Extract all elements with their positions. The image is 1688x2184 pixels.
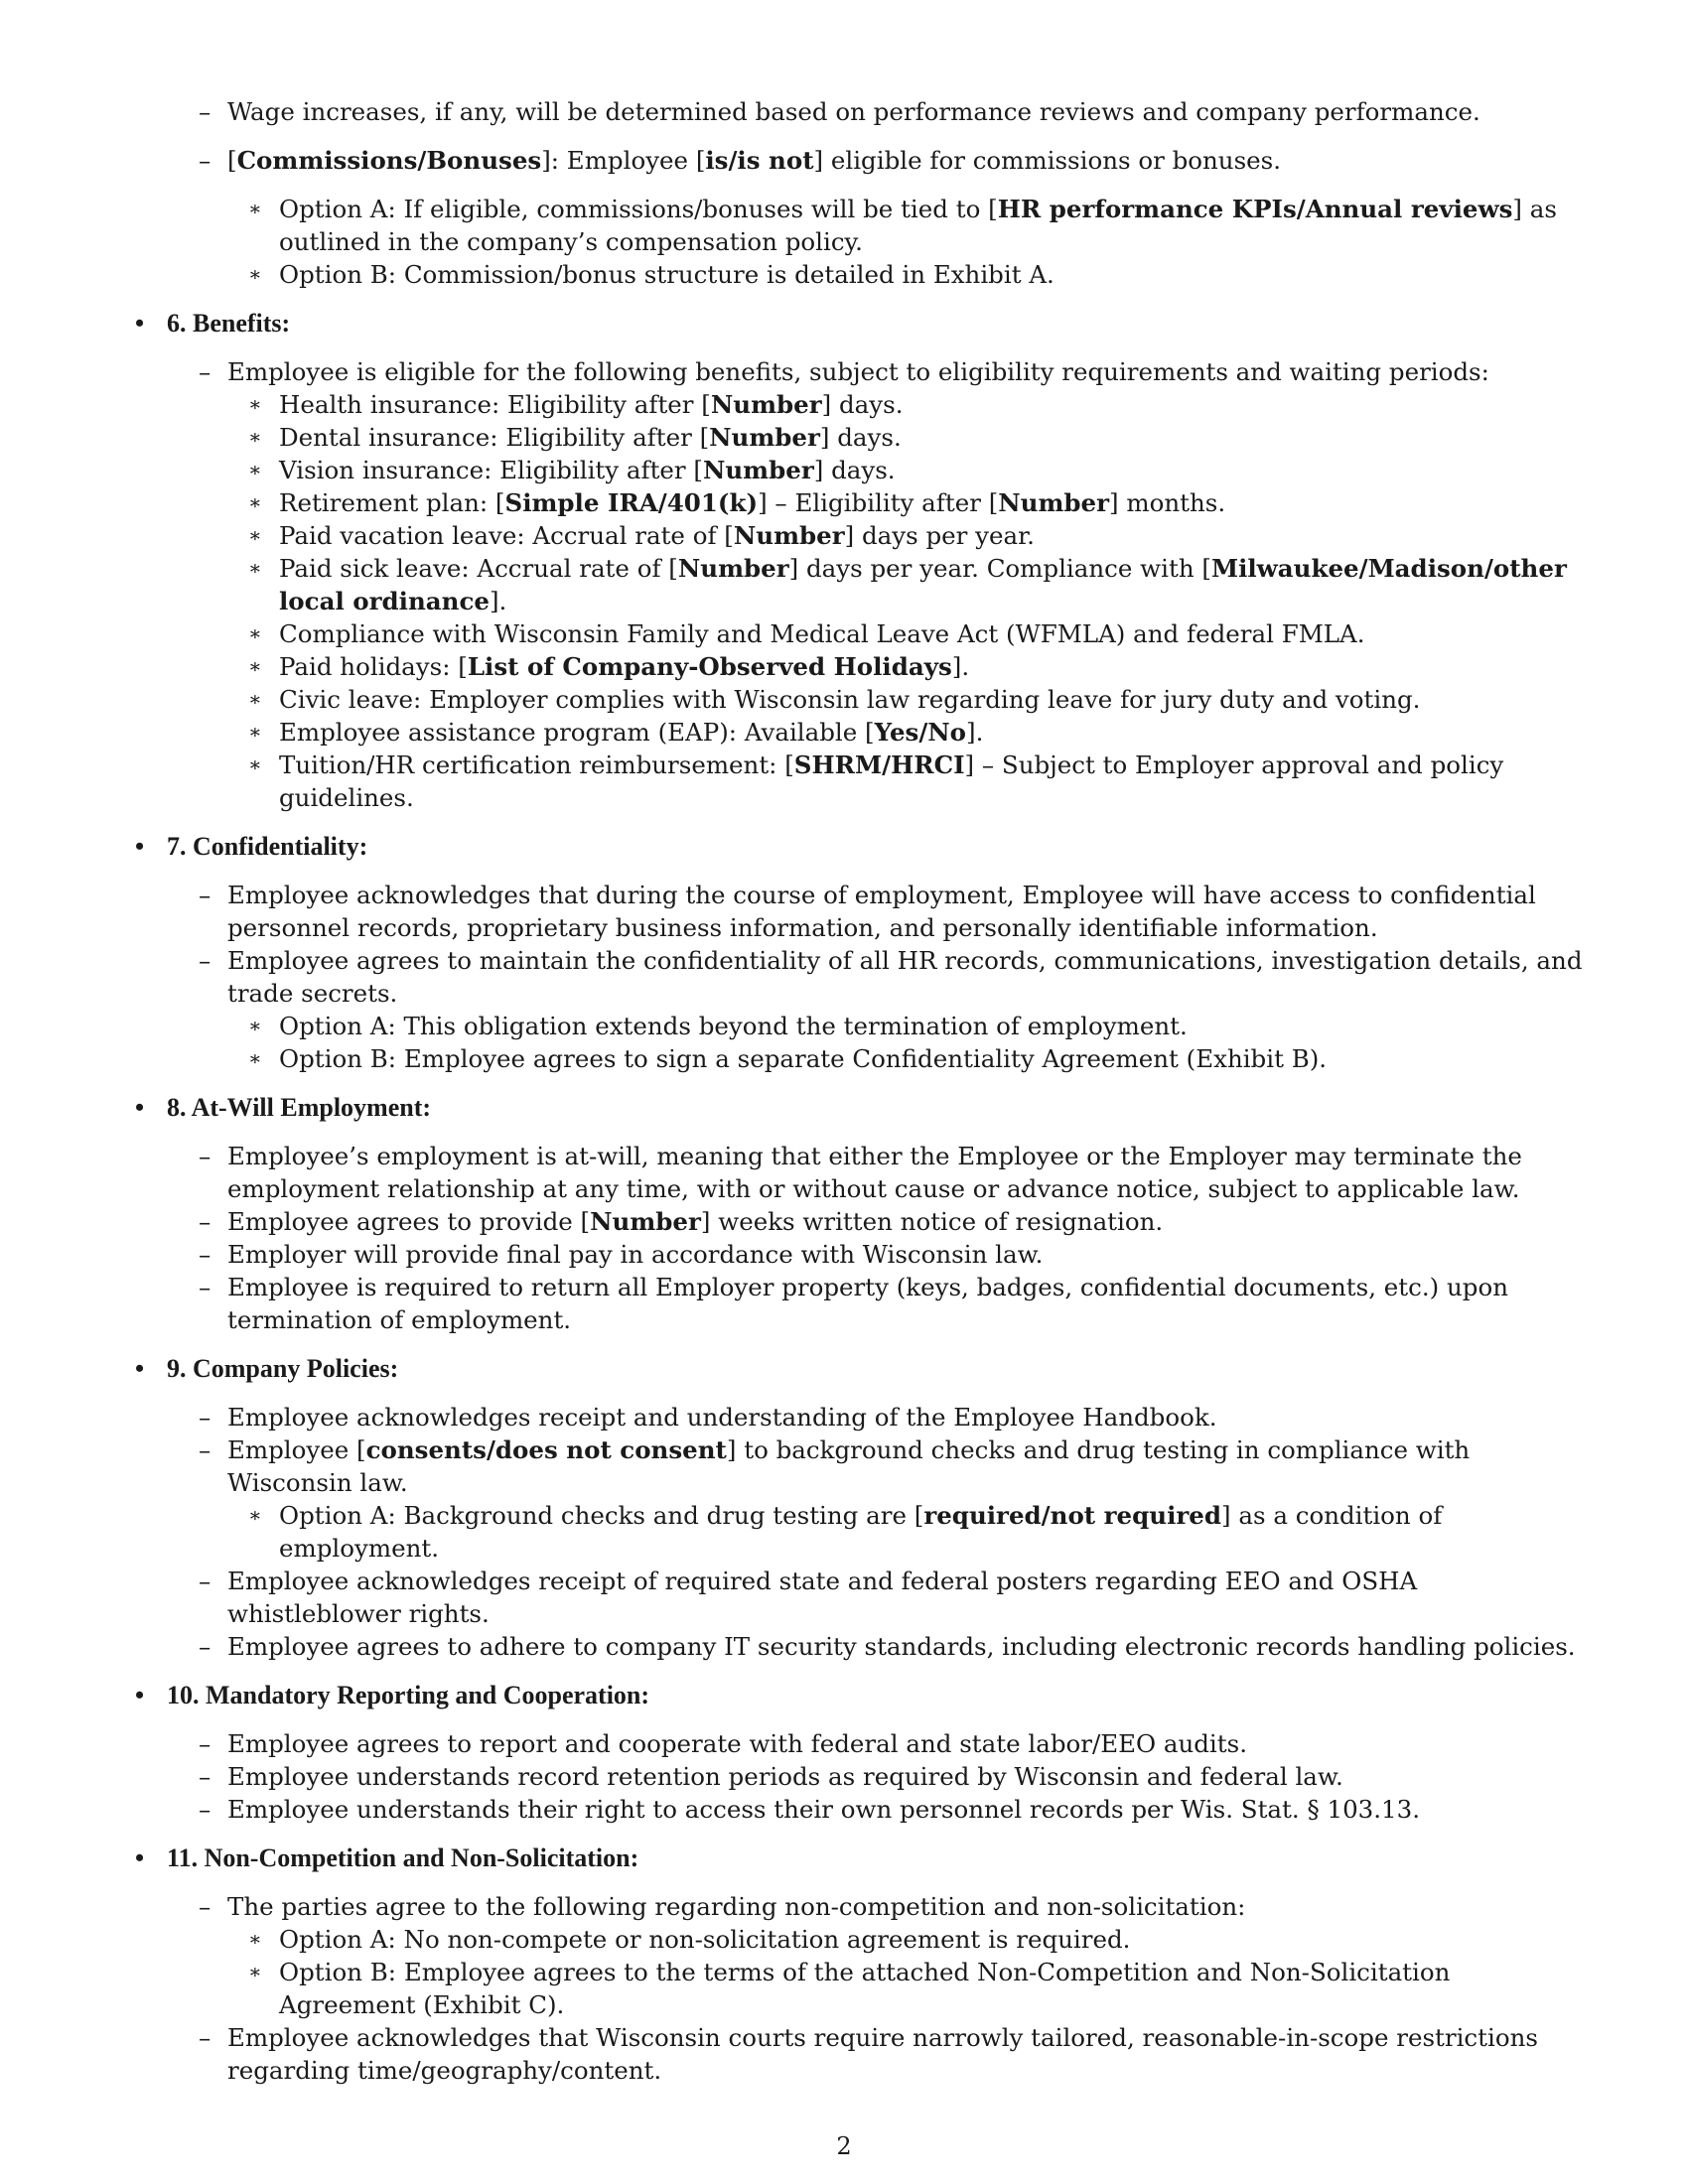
text-run: Option B: Employee agrees to sign a separate Confidentiality Agreement (Exhibit B). [279, 1044, 1328, 1073]
star-marker: ∗ [248, 262, 262, 286]
bullet-marker: • [135, 832, 145, 861]
section-heading [135, 1679, 1590, 1711]
sub-list-item [135, 388, 1590, 421]
placeholder-field: Milwaukee/Madison/other local ordinance [279, 554, 1567, 615]
placeholder-field: Number [709, 423, 820, 452]
star-marker: ∗ [248, 458, 262, 481]
text-run: Employee acknowledges receipt and understanding of the Employee Handbook. [227, 1403, 1217, 1432]
list-item [135, 1760, 1590, 1793]
text-run: ] as a condition of employment. [279, 1501, 1443, 1563]
star-marker: ∗ [248, 197, 262, 220]
dash-marker: – [199, 1632, 211, 1661]
text-run: ] – Eligibility after [ [758, 488, 999, 517]
text-run: Employee agrees to maintain the confidentiality of all HR records, communications, investigation details, and trade secrets. [227, 946, 1583, 1008]
list-item [135, 1433, 1590, 1499]
bullet-marker: • [135, 1843, 145, 1872]
text-run: Employer will provide final pay in accordance with Wisconsin law. [227, 1240, 1044, 1269]
list-item [135, 944, 1590, 1010]
placeholder-field: Number [702, 456, 814, 484]
section-heading [135, 830, 1590, 863]
sub-list-item [135, 1923, 1590, 1956]
sub-list-item [135, 519, 1590, 552]
text-run: 6. Benefits: [167, 309, 291, 338]
dash-marker: – [199, 1795, 211, 1824]
text-run: ] days. [813, 456, 896, 484]
text-run: Employee [ [227, 1435, 366, 1464]
placeholder-field: Number [590, 1207, 701, 1236]
text-run: ] eligible for commissions or bonuses. [813, 146, 1282, 175]
text-run: ]. [966, 718, 984, 747]
star-marker: ∗ [248, 1046, 262, 1070]
list-item [135, 1271, 1590, 1336]
bullet-marker: • [135, 1681, 145, 1709]
text-run: Option A: This obligation extends beyond the termination of employment. [279, 1012, 1188, 1040]
text-run: Employee agrees to adhere to company IT security standards, including electronic records handling policies. [227, 1632, 1576, 1661]
star-marker: ∗ [248, 523, 262, 547]
placeholder-field: Number [733, 521, 845, 550]
placeholder-field: consents/does not consent [365, 1435, 727, 1464]
list-item [135, 1793, 1590, 1826]
star-marker: ∗ [248, 621, 262, 645]
text-run: 10. Mandatory Reporting and Cooperation: [167, 1681, 650, 1709]
dash-marker: – [199, 1240, 211, 1269]
sub-list-item [135, 486, 1590, 519]
placeholder-field: HR performance KPIs/Annual reviews [997, 195, 1513, 223]
text-run: Employee agrees to report and cooperate with federal and state labor/EEO audits. [227, 1729, 1247, 1758]
list-item [135, 1140, 1590, 1205]
bullet-marker: • [135, 1093, 145, 1122]
sub-list-item [135, 1499, 1590, 1565]
dash-marker: – [199, 1567, 211, 1595]
dash-marker: – [199, 1403, 211, 1432]
sub-list-item [135, 1956, 1590, 2021]
spacer [135, 177, 1590, 193]
list-item [135, 1205, 1590, 1238]
text-run: 7. Confidentiality: [167, 832, 368, 861]
text-run: Employee assistance program (EAP): Available [ [279, 718, 875, 747]
section-heading [135, 1352, 1590, 1385]
text-run: Option B: Employee agrees to the terms of the attached Non-Competition and Non-Solicitation Agreement (Exhibit C). [279, 1958, 1451, 2019]
list-item [135, 1630, 1590, 1663]
star-marker: ∗ [248, 556, 262, 580]
dash-marker: – [199, 1892, 211, 1921]
text-run: ] as outlined in the company’s compensation policy. [279, 195, 1557, 256]
star-marker: ∗ [248, 490, 262, 514]
sub-list-item [135, 650, 1590, 683]
star-marker: ∗ [248, 1503, 262, 1527]
page-number: 2 [836, 2132, 852, 2160]
dash-marker: – [199, 1273, 211, 1301]
star-marker: ∗ [248, 425, 262, 449]
text-run: ]: Employee [ [541, 146, 706, 175]
text-run: Employee acknowledges that Wisconsin courts require narrowly tailored, reasonable-in-scope restrictions regarding time/geography/content. [227, 2023, 1538, 2085]
text-run: ] days per year. Compliance with [ [788, 554, 1211, 583]
list-item [135, 1401, 1590, 1433]
text-run: Option A: No non-compete or non-solicitation agreement is required. [279, 1925, 1131, 1954]
text-run: Compliance with Wisconsin Family and Medical Leave Act (WFMLA) and federal FMLA. [279, 619, 1365, 648]
text-run: Employee agrees to provide [ [227, 1207, 591, 1236]
placeholder-field: Number [710, 390, 822, 419]
text-run: Employee is required to return all Employer property (keys, badges, confidential documents, etc.) upon termination of employment. [227, 1273, 1508, 1334]
text-run: ] to background checks and drug testing in compliance with Wisconsin law. [227, 1435, 1471, 1497]
text-run: ]. [489, 587, 507, 615]
dash-marker: – [199, 1435, 211, 1464]
text-run: 9. Company Policies: [167, 1354, 399, 1383]
bullet-marker: • [135, 309, 145, 338]
text-run: ] – Subject to Employer approval and policy guidelines. [279, 751, 1504, 812]
document-body [135, 95, 1590, 2087]
text-run: Wage increases, if any, will be determined based on performance reviews and company performance. [227, 97, 1480, 126]
dash-marker: – [199, 97, 211, 126]
list-item [135, 95, 1590, 128]
text-run: ]. [951, 652, 970, 681]
placeholder-field: SHRM/HRCI [793, 751, 965, 779]
text-run: Employee acknowledges that during the course of employment, Employee will have access to confidential personnel records, proprietary business information, and personally identifiable information. [227, 881, 1536, 942]
placeholder-field: required/not required [923, 1501, 1222, 1530]
sub-list-item [135, 454, 1590, 486]
section-heading [135, 307, 1590, 340]
text-run: Option A: If eligible, commissions/bonuses will be tied to [ [279, 195, 998, 223]
text-run: ] days per year. [844, 521, 1035, 550]
placeholder-field: Yes/No [874, 718, 967, 747]
section-heading [135, 1842, 1590, 1874]
text-run: Dental insurance: Eligibility after [ [279, 423, 710, 452]
list-item [135, 1238, 1590, 1271]
text-run: The parties agree to the following regarding non-competition and non-solicitation: [227, 1892, 1246, 1921]
sub-list-item [135, 258, 1590, 291]
placeholder-field: List of Company-Observed Holidays [467, 652, 952, 681]
sub-list-item [135, 749, 1590, 814]
list-item [135, 1727, 1590, 1760]
list-item [135, 144, 1590, 177]
text-run: ] weeks written notice of resignation. [700, 1207, 1164, 1236]
sub-list-item [135, 683, 1590, 716]
placeholder-field: Number [998, 488, 1110, 517]
text-run: Option A: Background checks and drug testing are [ [279, 1501, 924, 1530]
text-run: Retirement plan: [ [279, 488, 505, 517]
dash-marker: – [199, 1762, 211, 1791]
star-marker: ∗ [248, 654, 262, 678]
text-run: ] days. [819, 423, 902, 452]
text-run: Employee acknowledges receipt of required state and federal posters regarding EEO and OSHA whistleblower rights. [227, 1567, 1418, 1628]
dash-marker: – [199, 1207, 211, 1236]
text-run: Civic leave: Employer complies with Wisconsin law regarding leave for jury duty and voting. [279, 685, 1421, 714]
text-run: 8. At-Will Employment: [167, 1093, 432, 1122]
placeholder-field: Number [677, 554, 789, 583]
placeholder-field: is/is not [705, 146, 814, 175]
star-marker: ∗ [248, 752, 262, 776]
bullet-marker: • [135, 1354, 145, 1383]
sub-list-item [135, 552, 1590, 617]
sub-list-item [135, 1010, 1590, 1042]
sub-list-item [135, 193, 1590, 258]
list-item [135, 2021, 1590, 2087]
star-marker: ∗ [248, 720, 262, 744]
list-item [135, 355, 1590, 388]
dash-marker: – [199, 1142, 211, 1170]
dash-marker: – [199, 1729, 211, 1758]
dash-marker: – [199, 146, 211, 175]
star-marker: ∗ [248, 1927, 262, 1951]
list-item [135, 1890, 1590, 1923]
sub-list-item [135, 421, 1590, 454]
sub-list-item [135, 716, 1590, 749]
star-marker: ∗ [248, 1960, 262, 1983]
text-run: 11. Non-Competition and Non-Solicitation: [167, 1843, 639, 1872]
text-run: Paid vacation leave: Accrual rate of [ [279, 521, 734, 550]
placeholder-field: Simple IRA/401(k) [504, 488, 759, 517]
placeholder-field: Commissions/Bonuses [236, 146, 542, 175]
dash-marker: – [199, 357, 211, 386]
text-run: Employee is eligible for the following benefits, subject to eligibility requirements and waiting periods: [227, 357, 1489, 386]
dash-marker: – [199, 946, 211, 975]
text-run: [ [227, 146, 237, 175]
text-run: Employee understands their right to access their own personnel records per Wis. Stat. § 103.13. [227, 1795, 1420, 1824]
text-run: ] days. [821, 390, 904, 419]
star-marker: ∗ [248, 687, 262, 711]
text-run: Employee’s employment is at-will, meaning that either the Employee or the Employer may terminate the employment relationship at any time, with or without cause or advance notice, subject to applicable law. [227, 1142, 1522, 1203]
text-run: Paid sick leave: Accrual rate of [ [279, 554, 678, 583]
list-item [135, 879, 1590, 944]
text-run: Health insurance: Eligibility after [ [279, 390, 711, 419]
sub-list-item [135, 617, 1590, 650]
text-run: Paid holidays: [ [279, 652, 468, 681]
section-heading [135, 1091, 1590, 1124]
spacer [135, 128, 1590, 144]
text-run: Vision insurance: Eligibility after [ [279, 456, 703, 484]
text-run: Employee understands record retention periods as required by Wisconsin and federal law. [227, 1762, 1343, 1791]
list-item [135, 1565, 1590, 1630]
sub-list-item [135, 1042, 1590, 1075]
text-run: Option B: Commission/bonus structure is detailed in Exhibit A. [279, 260, 1055, 289]
dash-marker: – [199, 2023, 211, 2052]
star-marker: ∗ [248, 1014, 262, 1037]
text-run: ] months. [1109, 488, 1226, 517]
dash-marker: – [199, 881, 211, 909]
star-marker: ∗ [248, 392, 262, 416]
text-run: Tuition/HR certification reimbursement: [ [279, 751, 794, 779]
